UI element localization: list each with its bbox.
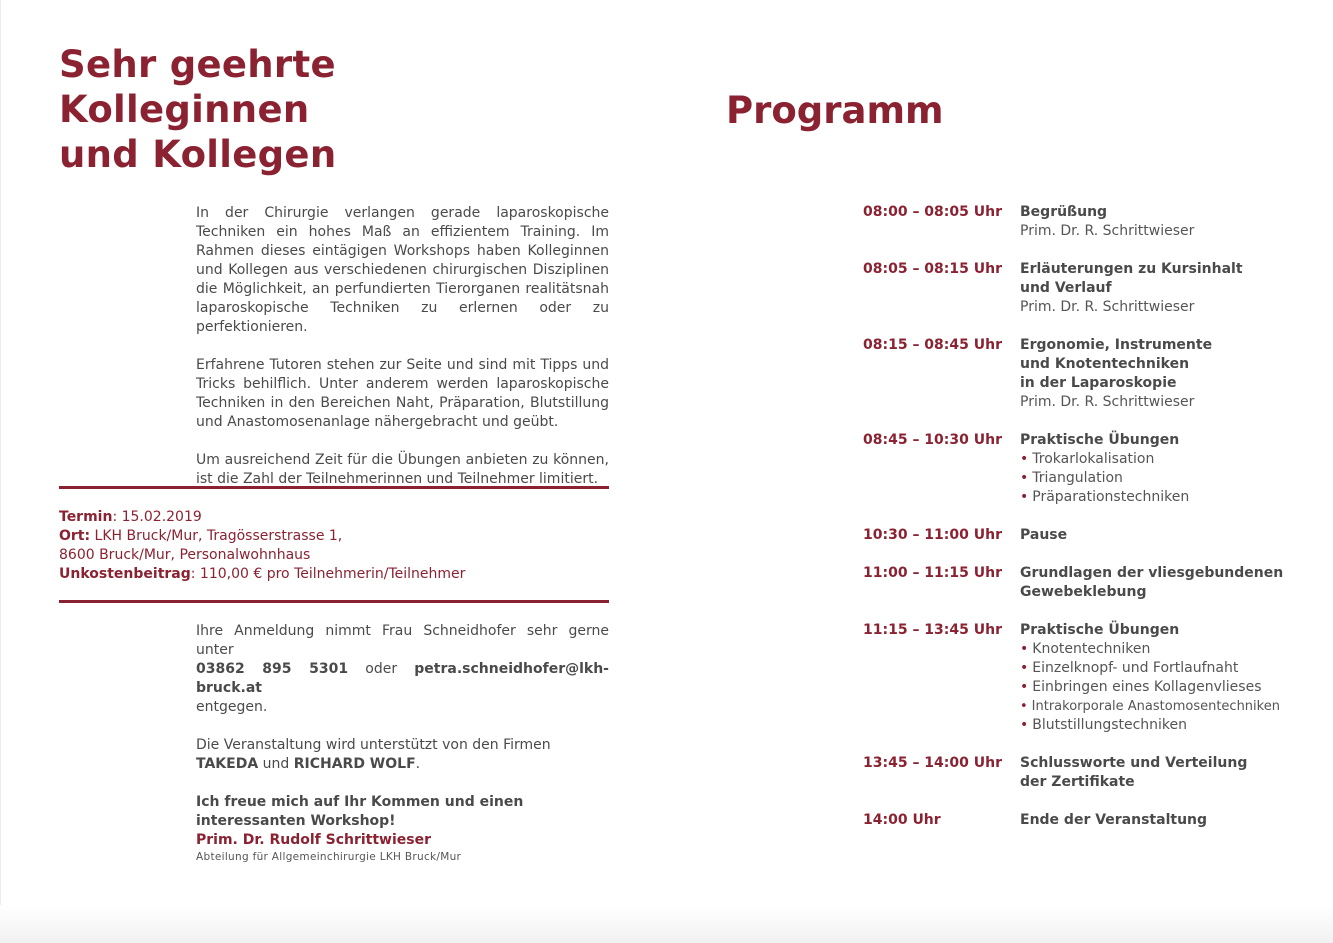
ort-label: Ort: <box>59 528 91 544</box>
sponsor-takeda: TAKEDA <box>196 756 259 772</box>
program-time: 10:30 – 11:00 Uhr <box>863 527 1002 543</box>
kosten-line <box>59 565 619 584</box>
phone-number[interactable]: 03862 895 5301 <box>196 661 349 677</box>
divider-bottom <box>59 600 609 603</box>
program-title: Programm <box>726 89 944 132</box>
program-content <box>1020 336 1320 412</box>
program-bullet <box>1020 678 1320 697</box>
event-details <box>59 508 619 584</box>
divider-top <box>59 486 609 489</box>
closing-text: Ich freue mich auf Ihr Kommen und einen interessanten Workshop! <box>196 794 524 829</box>
bullet-dot-icon: • <box>1020 717 1029 733</box>
signature-block <box>196 831 616 864</box>
kosten-value: : 110,00 € pro Teilnehmerin/Teilnehmer <box>190 566 466 582</box>
bullet-dot-icon: • <box>1020 470 1029 486</box>
program-bullet-text: Einzelknopf- und Fortlaufnaht <box>1032 660 1239 676</box>
sponsor-paragraph <box>196 736 609 774</box>
termin-label: Termin <box>59 509 113 525</box>
program-time: 11:15 – 13:45 Uhr <box>863 622 1002 638</box>
program-content <box>1020 564 1320 602</box>
termin-line <box>59 508 619 527</box>
registration-text-end: entgegen. <box>196 699 268 715</box>
program-item-title: der Zertifikate <box>1020 774 1135 790</box>
bullet-dot-icon: • <box>1020 451 1029 467</box>
program-content <box>1020 431 1320 507</box>
program-bullet-text: Trokarlokalisation <box>1032 451 1155 467</box>
program-content <box>1020 811 1320 830</box>
program-content <box>1020 203 1320 241</box>
signature-department: Abteilung für Allgemeinchirurgie LKH Bruck/Mur <box>196 851 462 863</box>
program-item-title: und Verlauf <box>1020 280 1112 296</box>
bullet-dot-icon: • <box>1020 489 1029 505</box>
greeting-line: Kolleginnen <box>59 88 310 131</box>
signature-name: Prim. Dr. Rudolf Schrittwieser <box>196 832 432 848</box>
program-time: 14:00 Uhr <box>863 812 941 828</box>
intro-paragraph: Um ausreichend Zeit für die Übungen anbieten zu können, ist die Zahl der Teilnehmerinnen und Teilnehmer limitiert. <box>196 452 609 487</box>
program-time: 13:45 – 14:00 Uhr <box>863 755 1002 771</box>
program-bullet-text: Einbringen eines Kollagenvlieses <box>1032 679 1262 695</box>
program-content <box>1020 621 1320 735</box>
program-item-title: Grundlagen der vliesgebundenen <box>1020 565 1284 581</box>
sponsor-period: . <box>415 756 421 772</box>
program-time: 11:00 – 11:15 Uhr <box>863 565 1002 581</box>
bullet-dot-icon: • <box>1020 641 1029 657</box>
program-bullet-text: Knotentechniken <box>1032 641 1151 657</box>
program-bullet-text: Präparationstechniken <box>1032 489 1190 505</box>
intro-paragraph: Erfahrene Tutoren stehen zur Seite und sind mit Tipps und Tricks behilflich. Unter anderem werden laparoskopische Techniken in den Bereichen Naht, Präparation, Blutstillung und Anastomosenanlage nähergebracht und geübt. <box>196 357 609 430</box>
program-bullet-text: Blutstillungstechniken <box>1032 717 1188 733</box>
program-item-title: Pause <box>1020 527 1068 543</box>
bullet-dot-icon: • <box>1020 660 1029 676</box>
kosten-label: Unkostenbeitrag <box>59 566 191 582</box>
ort-line <box>59 527 619 546</box>
registration-text: Ihre Anmeldung nimmt Frau Schneidhofer sehr gerne unter <box>196 623 609 658</box>
greeting-heading <box>59 42 336 177</box>
program-item-title: Erläuterungen zu Kursinhalt <box>1020 261 1243 277</box>
program-item-title: Begrüßung <box>1020 204 1108 220</box>
greeting-line: Sehr geehrte <box>59 43 336 86</box>
program-bullet <box>1020 659 1320 678</box>
program-item-title: Praktische Übungen <box>1020 432 1180 448</box>
program-item-title: Schlussworte und Verteilung <box>1020 755 1248 771</box>
page-bottom-shade <box>0 905 1333 943</box>
program-content <box>1020 754 1320 792</box>
program-bullet-text: Triangulation <box>1032 470 1123 486</box>
termin-value: : 15.02.2019 <box>112 509 202 525</box>
contact-info <box>196 622 609 850</box>
program-item-title: und Knotentechniken <box>1020 356 1190 372</box>
email-link[interactable]: petra.schneidhofer@lkh-bruck.at <box>196 661 609 696</box>
program-bullet <box>1020 488 1320 507</box>
program-time: 08:00 – 08:05 Uhr <box>863 204 1002 220</box>
sponsor-richard-wolf: RICHARD WOLF <box>293 756 416 772</box>
program-time: 08:15 – 08:45 Uhr <box>863 337 1002 353</box>
program-content <box>1020 526 1320 545</box>
registration-paragraph <box>196 622 609 717</box>
program-bullet-text: Intrakorporale Anastomosentechniken <box>1031 699 1280 714</box>
program-item-title: Ergonomie, Instrumente <box>1020 337 1213 353</box>
program-bullet <box>1020 469 1320 488</box>
program-item-title: Ende der Veranstaltung <box>1020 812 1208 828</box>
program-speaker: Prim. Dr. R. Schrittwieser <box>1020 394 1195 410</box>
program-item-title: Gewebeklebung <box>1020 584 1147 600</box>
program-bullet <box>1020 640 1320 659</box>
greeting-line: und Kollegen <box>59 133 337 176</box>
ort-value: LKH Bruck/Mur, Tragösserstrasse 1, <box>90 528 343 544</box>
bullet-dot-icon: • <box>1020 679 1029 695</box>
bullet-dot-icon: • <box>1020 699 1028 714</box>
program-bullet <box>1020 697 1320 716</box>
intro-paragraph: In der Chirurgie verlangen gerade laparoskopische Techniken ein hohes Maß an effizientem Training. Im Rahmen dieses eintägigen Workshops haben Kolleginnen und Kollegen aus verschiedenen chirurgischen Disziplinen die Möglichkeit, an perfundierten Tierorganen realitätsnah laparoskopische Techniken zu erlernen oder zu perfektionieren. <box>196 205 609 335</box>
program-speaker: Prim. Dr. R. Schrittwieser <box>1020 299 1195 315</box>
program-speaker: Prim. Dr. R. Schrittwieser <box>1020 223 1195 239</box>
program-content <box>1020 260 1320 317</box>
program-bullet <box>1020 450 1320 469</box>
and-text: und <box>258 756 294 772</box>
intro-text <box>196 204 609 508</box>
ort-line-2: 8600 Bruck/Mur, Personalwohnhaus <box>59 547 311 563</box>
sponsor-text: Die Veranstaltung wird unterstützt von den Firmen <box>196 737 551 753</box>
program-bullet <box>1020 716 1320 735</box>
program-item-title: Praktische Übungen <box>1020 622 1180 638</box>
program-item-title: in der Laparoskopie <box>1020 375 1177 391</box>
program-time: 08:45 – 10:30 Uhr <box>863 432 1002 448</box>
or-text: oder <box>348 661 415 677</box>
program-time: 08:05 – 08:15 Uhr <box>863 261 1002 277</box>
